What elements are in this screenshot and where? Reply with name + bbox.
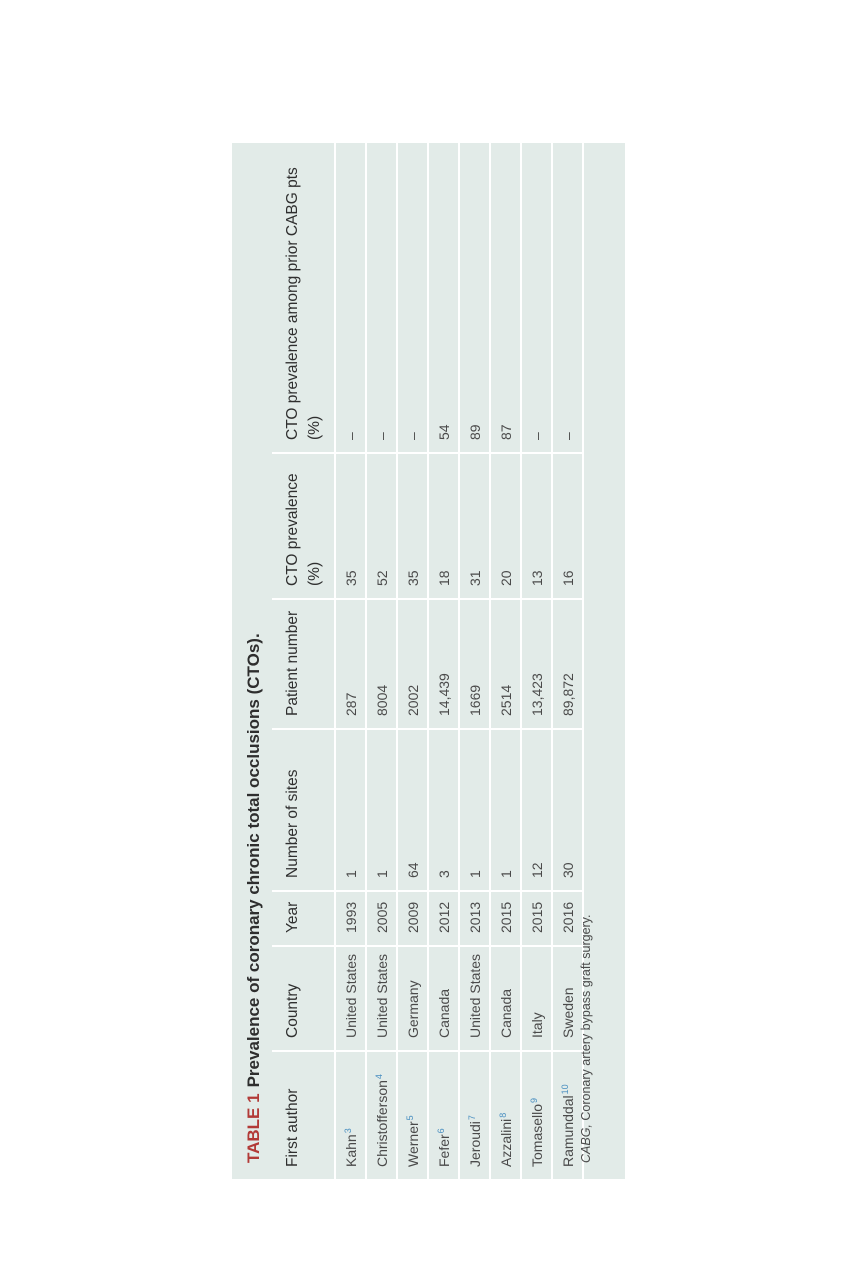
cell-year-value: 2009 [404, 901, 421, 933]
cell-number-of-sites [490, 729, 521, 891]
cell-cto-prevalence-cabg [552, 143, 583, 453]
cell-year-value: 2015 [528, 901, 545, 933]
cell-patient-number-value: 2514 [497, 684, 514, 716]
cell-country [459, 946, 490, 1051]
cell-country [335, 946, 366, 1051]
cell-cto-prevalence-cabg-value: – [404, 432, 421, 440]
cell-number-of-sites [397, 729, 428, 891]
cell-number-of-sites-value: 64 [404, 862, 421, 878]
footnote-abbreviation: CABG, [579, 1124, 593, 1163]
reference-number: 8 [497, 1112, 508, 1118]
cell-number-of-sites-value: 1 [342, 870, 359, 878]
cell-patient-number-value: 14,439 [435, 673, 452, 716]
cell-cto-prevalence-cabg-value: – [373, 432, 390, 440]
header-row [272, 143, 335, 1179]
cell-cto-prevalence-cabg [428, 143, 459, 453]
cell-year-value: 2005 [373, 901, 390, 933]
header-year: Year [272, 891, 335, 946]
cell-cto-prevalence-cabg [397, 143, 428, 453]
reference-number: 7 [466, 1115, 477, 1121]
cell-patient-number [552, 599, 583, 729]
cell-patient-number [459, 599, 490, 729]
cell-country-value: United States [373, 953, 390, 1038]
table-row [490, 143, 521, 1179]
cell-first-author-value: Werner [404, 1121, 421, 1167]
cell-year [428, 891, 459, 946]
cell-first-author-value: Tomasello [528, 1103, 545, 1167]
cell-country-value: Italy [528, 1012, 545, 1038]
cell-patient-number [428, 599, 459, 729]
cell-cto-prevalence-cabg-value: 54 [435, 424, 452, 440]
cell-cto-prevalence-value: 13 [528, 570, 545, 586]
cell-patient-number [397, 599, 428, 729]
reference-number: 5 [404, 1115, 415, 1121]
cell-number-of-sites-value: 1 [466, 870, 483, 878]
reference-number: 3 [342, 1128, 353, 1134]
cell-cto-prevalence [521, 453, 552, 599]
reference-number: 10 [559, 1084, 570, 1095]
cell-first-author-value: Jeroudi [466, 1121, 483, 1167]
cell-country [366, 946, 397, 1051]
cell-number-of-sites [521, 729, 552, 891]
footnote-text: Coronary artery bypass graft surgery. [579, 914, 593, 1125]
cell-patient-number-value: 89,872 [559, 673, 576, 716]
cell-patient-number-value: 8004 [373, 684, 390, 716]
cell-cto-prevalence-value: 35 [342, 570, 359, 586]
prevalence-table [272, 143, 584, 1179]
reference-number: 6 [435, 1128, 446, 1134]
table-row [459, 143, 490, 1179]
cell-first-author [366, 1051, 397, 1179]
cell-year-value: 1993 [342, 901, 359, 933]
cell-cto-prevalence-cabg [490, 143, 521, 453]
reference-number: 9 [528, 1097, 539, 1103]
cell-country [521, 946, 552, 1051]
header-number-of-sites: Number of sites [272, 729, 335, 891]
cell-country [397, 946, 428, 1051]
cell-country [490, 946, 521, 1051]
header-patient-number: Patient number [272, 599, 335, 729]
cell-year [335, 891, 366, 946]
cell-cto-prevalence [366, 453, 397, 599]
cell-country-value: Canada [435, 988, 452, 1038]
cell-cto-prevalence-value: 31 [466, 570, 483, 586]
cell-cto-prevalence-cabg-value: 89 [466, 424, 483, 440]
cell-cto-prevalence [552, 453, 583, 599]
reference-number: 4 [373, 1074, 384, 1080]
cell-year-value: 2013 [466, 901, 483, 933]
table-row [335, 143, 366, 1179]
cell-number-of-sites [552, 729, 583, 891]
cell-number-of-sites [366, 729, 397, 891]
cell-first-author [459, 1051, 490, 1179]
cell-patient-number-value: 287 [342, 692, 359, 716]
cell-cto-prevalence-value: 18 [435, 570, 452, 586]
cell-cto-prevalence-value: 52 [373, 570, 390, 586]
cell-first-author-value: Fefer [435, 1134, 452, 1167]
table-row [521, 143, 552, 1179]
cell-first-author [521, 1051, 552, 1179]
cell-cto-prevalence [397, 453, 428, 599]
cell-first-author [335, 1051, 366, 1179]
cell-year-value: 2015 [497, 901, 514, 933]
table-footnote [579, 915, 593, 1163]
cell-number-of-sites-value: 1 [373, 870, 390, 878]
cell-cto-prevalence-value: 16 [559, 570, 576, 586]
cell-cto-prevalence-cabg [366, 143, 397, 453]
cell-cto-prevalence [490, 453, 521, 599]
cell-year [459, 891, 490, 946]
cell-year [490, 891, 521, 946]
cell-number-of-sites-value: 12 [528, 862, 545, 878]
cell-cto-prevalence-cabg [459, 143, 490, 453]
cell-cto-prevalence-cabg-value: 87 [497, 424, 514, 440]
cell-country-value: Canada [497, 988, 514, 1038]
header-cto-prevalence-cabg: CTO prevalence among prior CABG pts (%) [272, 143, 335, 453]
cell-cto-prevalence-cabg [335, 143, 366, 453]
cell-cto-prevalence-cabg-value: – [528, 432, 545, 440]
cell-country-value: United States [466, 953, 483, 1038]
cell-country-value: United States [342, 953, 359, 1038]
cell-year-value: 2016 [559, 901, 576, 933]
table-row [397, 143, 428, 1179]
cell-year [366, 891, 397, 946]
cell-cto-prevalence-cabg-value: – [559, 432, 576, 440]
cell-cto-prevalence [428, 453, 459, 599]
cell-first-author-value: Kahn [342, 1134, 359, 1167]
cell-country [428, 946, 459, 1051]
cell-patient-number-value: 1669 [466, 684, 483, 716]
header-first-author: First author [272, 1051, 335, 1179]
cell-number-of-sites [335, 729, 366, 891]
cell-patient-number-value: 2002 [404, 684, 421, 716]
cell-cto-prevalence [335, 453, 366, 599]
cell-cto-prevalence [459, 453, 490, 599]
table-row [428, 143, 459, 1179]
cell-year-value: 2012 [435, 901, 452, 933]
table-body [335, 143, 583, 1179]
cell-country-value: Germany [404, 980, 421, 1038]
cell-country-value: Sweden [559, 987, 576, 1038]
cell-number-of-sites-value: 30 [559, 862, 576, 878]
cell-patient-number [366, 599, 397, 729]
table-title: Prevalence of coronary chronic total occlusions (CTOs). [244, 633, 263, 1088]
cell-number-of-sites [428, 729, 459, 891]
cell-first-author-value: Ramunddal [559, 1095, 576, 1167]
cell-year [521, 891, 552, 946]
cell-first-author [490, 1051, 521, 1179]
cell-cto-prevalence-cabg-value: – [342, 432, 359, 440]
table-label: TABLE 1 [244, 1093, 263, 1163]
cell-patient-number-value: 13,423 [528, 673, 545, 716]
cell-cto-prevalence-cabg [521, 143, 552, 453]
cell-number-of-sites-value: 1 [497, 870, 514, 878]
cell-first-author-value: Azzalini [497, 1118, 514, 1167]
cell-number-of-sites [459, 729, 490, 891]
cell-cto-prevalence-value: 20 [497, 570, 514, 586]
cell-cto-prevalence-value: 35 [404, 570, 421, 586]
cell-patient-number [335, 599, 366, 729]
cell-number-of-sites-value: 3 [435, 870, 452, 878]
table-card [232, 143, 625, 1179]
table-row [366, 143, 397, 1179]
cell-year [397, 891, 428, 946]
header-country: Country [272, 946, 335, 1051]
table-caption [244, 633, 264, 1163]
header-cto-prevalence: CTO prevalence (%) [272, 453, 335, 599]
cell-patient-number [521, 599, 552, 729]
cell-patient-number [490, 599, 521, 729]
cell-first-author-value: Christofferson [373, 1080, 390, 1167]
cell-first-author [397, 1051, 428, 1179]
cell-first-author [428, 1051, 459, 1179]
